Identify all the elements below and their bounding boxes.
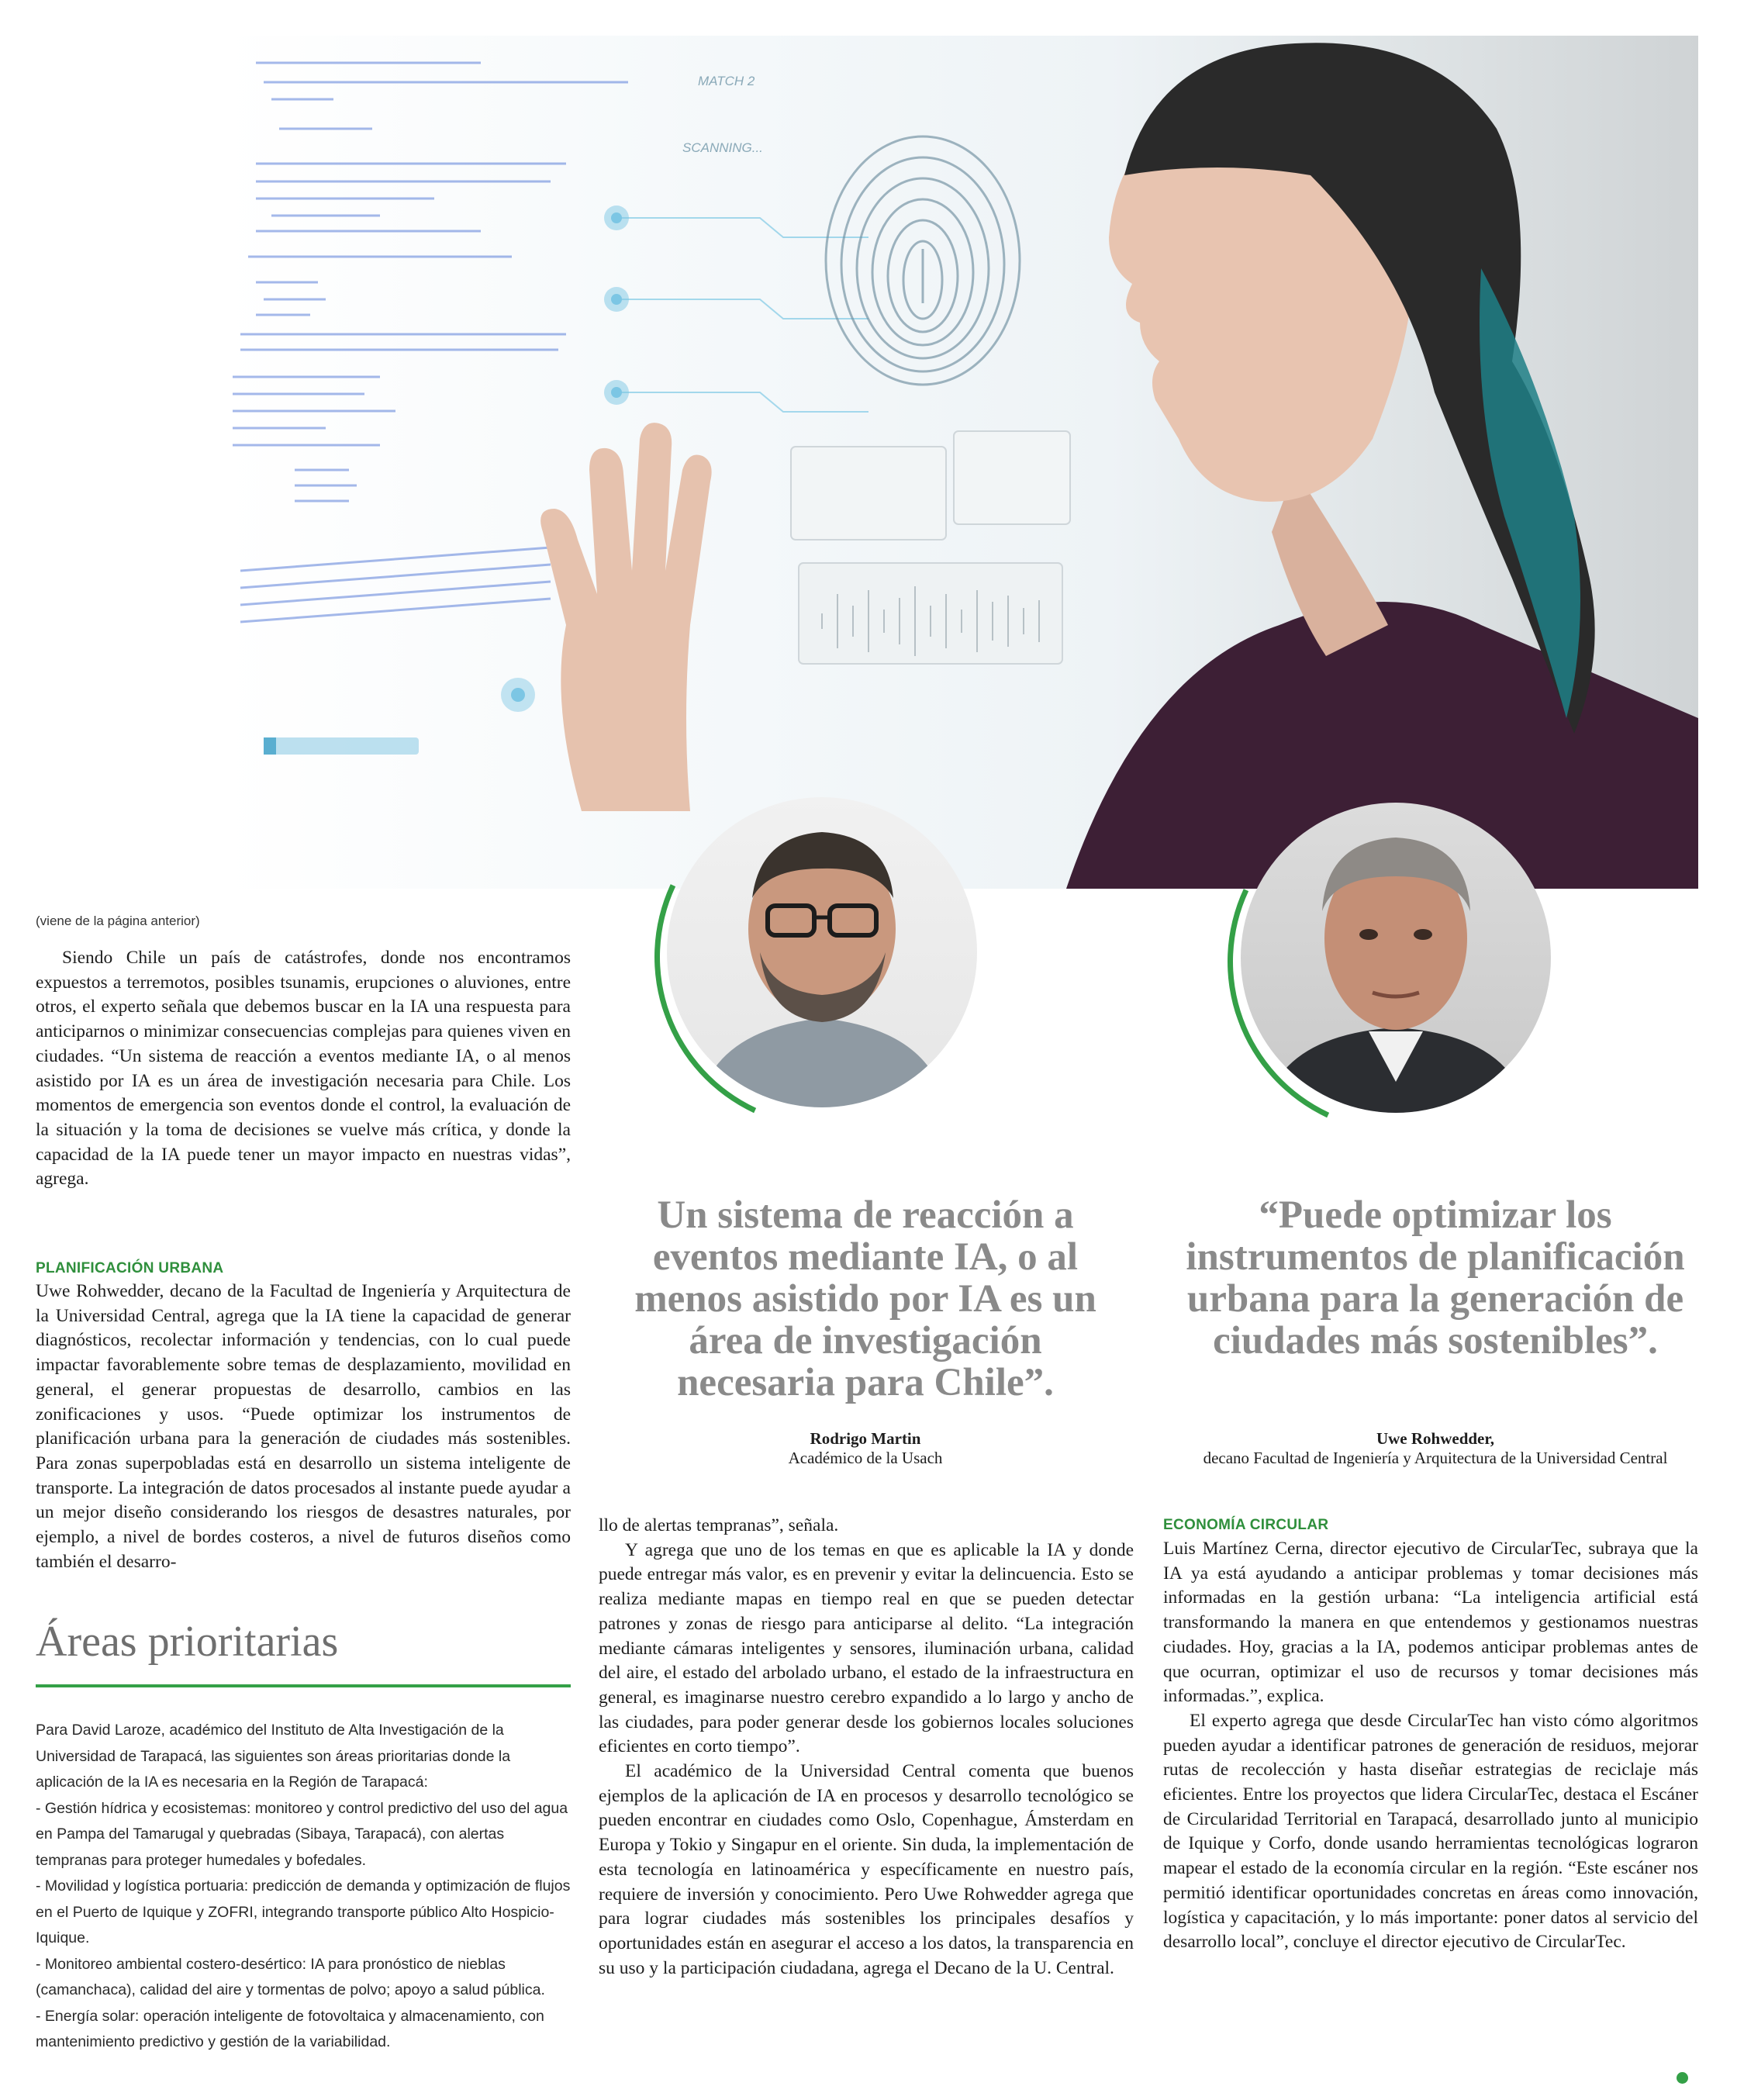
quote-1-role: Académico de la Usach: [788, 1449, 943, 1467]
pull-quote-1: Un sistema de reacción a eventos mediante IA, o al menos asistido por IA es un área de investigación necesaria para Chile”.: [634, 1193, 1096, 1404]
paragraph: Siendo Chile un país de catástrofes, donde nos encontramos expuestos a terremotos, posibles tsunamis, erupciones o aluviones, entre otros, el experto señala que debemos buscar en la IA una respuesta para anticiparnos o minimizar consecuencias complejas para quienes viven en ciudades. “Un sistema de reacción a eventos mediante IA, o al menos asistido por IA es un área de investigación necesaria para Chile. Los momentos de emergencia son eventos donde el control, la evaluación de la situación y la toma de decisiones se vuelve más crítica, y donde la capacidad de la IA puede tener un mayor impacto en nuestras vidas”, agrega.: [36, 948, 571, 1190]
box-divider: [36, 1684, 571, 1687]
hero-illustration: [225, 36, 1698, 889]
hand-graphic: [540, 423, 711, 811]
box-content: [36, 1718, 571, 2056]
box-item: - Monitoreo ambiental costero-desértico: IA para pronóstico de nieblas (camanchaca), calidad del aire y tormentas de polvo; apoyo a salud pública.: [36, 1955, 545, 1998]
quote-2-role: decano Facultad de Ingeniería y Arquitectura de la Universidad Central: [1203, 1449, 1668, 1467]
fingerprint-icon: [826, 136, 1020, 385]
column-2-text: [599, 1514, 1134, 1981]
box-title: Áreas prioritarias: [36, 1618, 339, 1666]
hero-image: [225, 36, 1698, 889]
paragraph: Y agrega que uno de los temas en que es aplicable la IA y donde puede entregar más valor, es en prevenir y evitar la delincuencia. Esto se realiza mediante mapas en tiempo real en que se pueden detectar patrones y zonas de riesgo para anticiparse al delito. “La integración mediante cámaras inteligentes y sensores, iluminación urbana, calidad del aire, el estado del arbolado urbano, el estado de la infraestructura en general, es imaginarse nuestro cerebro expandido a lo largo y ancho de las ciudades, para poder generar desde los gobiernos locales soluciones eficientes en corto tiempo”.: [599, 1539, 1134, 1757]
paragraph: llo de alertas tempranas”, señala.: [599, 1515, 839, 1535]
hud-panel: [791, 447, 946, 540]
pull-quote-2: “Puede optimizar los instrumentos de planificación urbana para la generación de ciudades más sostenibles”.: [1186, 1193, 1685, 1363]
column-1-text-2: [36, 1280, 571, 1574]
rodrigo-martin-photo: [667, 797, 977, 1107]
end-mark-icon: [1677, 2072, 1688, 2084]
column-3-text: [1163, 1537, 1698, 1955]
section-head-planificacion: PLANIFICACIÓN URBANA: [36, 1260, 224, 1276]
box-item: - Movilidad y logística portuaria: predicción de demanda y optimización de flujos en el Puerto de Iquique y ZOFRI, integrando transporte público Alto Hospicio-Iquique.: [36, 1877, 571, 1946]
hud-match-label: MATCH 2: [698, 74, 755, 88]
paragraph: El académico de la Universidad Central comenta que buenos ejemplos de la aplicación de IA en procesos y desarrollo tecnológico se pueden encontrar en ciudades como Oslo, Copenhague, Ámsterdam en Europa y Tokio y Singapur en el oriente. Sin duda, la implementación de esta tecnología en latinoamérica y específicamente en nuestro país, requiere de inversión y conocimiento. Pero Uwe Rohwedder agrega que para lograr ciudades más sostenibles los principales desafíos y oportunidades están en asegurar el acceso a los datos, la transparencia en su uso y la participación ciudadana, agrega el Decano de la U. Central.: [599, 1761, 1134, 1978]
paragraph: El experto agrega que desde CircularTec han visto cómo algoritmos pueden ayudar a identificar patrones de generación de residuos, mejorar rutas de recolección y hasta diseñar estrategias de reciclaje más eficientes. Entre los proyectos que lidera CircularTec, destaca el Escáner de Circularidad Territorial en Tarapacá, desarrollado junto al municipio de Iquique y Corfo, donde usando herramientas tecnológicas lograron mapear el estado de la economía circular en la región. “Este escáner nos permitió identificar oportunidades concretas en áreas como innovación, logística y capacitación, y lo más importante: poner datos al servicio del desarrollo local”, concluye el director ejecutivo de CircularTec.: [1163, 1710, 1698, 1953]
hud-scanning-label: SCANNING...: [682, 140, 763, 155]
paragraph: Luis Martínez Cerna, director ejecutivo de CircularTec, subraya que la IA ya está ayudando a anticipar problemas y tomar decisiones más informadas en la gestión urbana: “La inteligencia artificial está transformando la manera en que entendemos y gestionamos nuestras ciudades. Hoy, gracias a la IA, podemos anticipar problemas antes de que ocurran, optimizar el uso de recursos y tomar decisiones más informadas.”, explica.: [1163, 1539, 1698, 1707]
quote-1-name: Rodrigo Martin: [810, 1429, 921, 1448]
box-intro: Para David Laroze, académico del Instituto de Alta Investigación de la Universidad de Tarapacá, las siguientes son áreas prioritarias donde la aplicación de la IA es necesaria en la Región de Tarapacá:: [36, 1722, 511, 1791]
section-head-economia: ECONOMÍA CIRCULAR: [1163, 1517, 1329, 1533]
column-1-text: [36, 946, 571, 1192]
continued-note: (viene de la página anterior): [36, 914, 200, 928]
box-item: - Energía solar: operación inteligente de fotovoltaica y almacenamiento, con mantenimiento predictivo y gestión de la variabilidad.: [36, 2007, 544, 2050]
uwe-rohwedder-photo: [1241, 803, 1551, 1113]
paragraph: Uwe Rohwedder, decano de la Facultad de Ingeniería y Arquitectura de la Universidad Central, agrega que la IA tiene la capacidad de generar diagnósticos, recolectar información y tendencias, con lo cual puede impactar favorablemente sobre temas de desplazamiento, movilidad en general, el generar propuestas de desarrollo, cambios en las zonificaciones y usos. “Puede optimizar los instrumentos de planificación urbana para la generación de ciudades más sostenibles. Para zonas superpobladas está en desarrollo un sistema inteligente de transporte. La integración de datos procesados al instante puede ayudar a un mejor diseño considerando los riesgos de desastres naturales, por ejemplo, a nivel de bordes costeros, a nivel de futuros diseños como también el desarro-: [36, 1281, 571, 1572]
hud-panel: [954, 431, 1070, 524]
quote-2-name: Uwe Rohwedder,: [1376, 1429, 1495, 1448]
box-item: - Gestión hídrica y ecosistemas: monitoreo y control predictivo del uso del agua en Pampa del Tamarugal y quebradas (Sibaya, Tarapacá), con alertas tempranas para proteger humedales y bofedales.: [36, 1799, 568, 1869]
